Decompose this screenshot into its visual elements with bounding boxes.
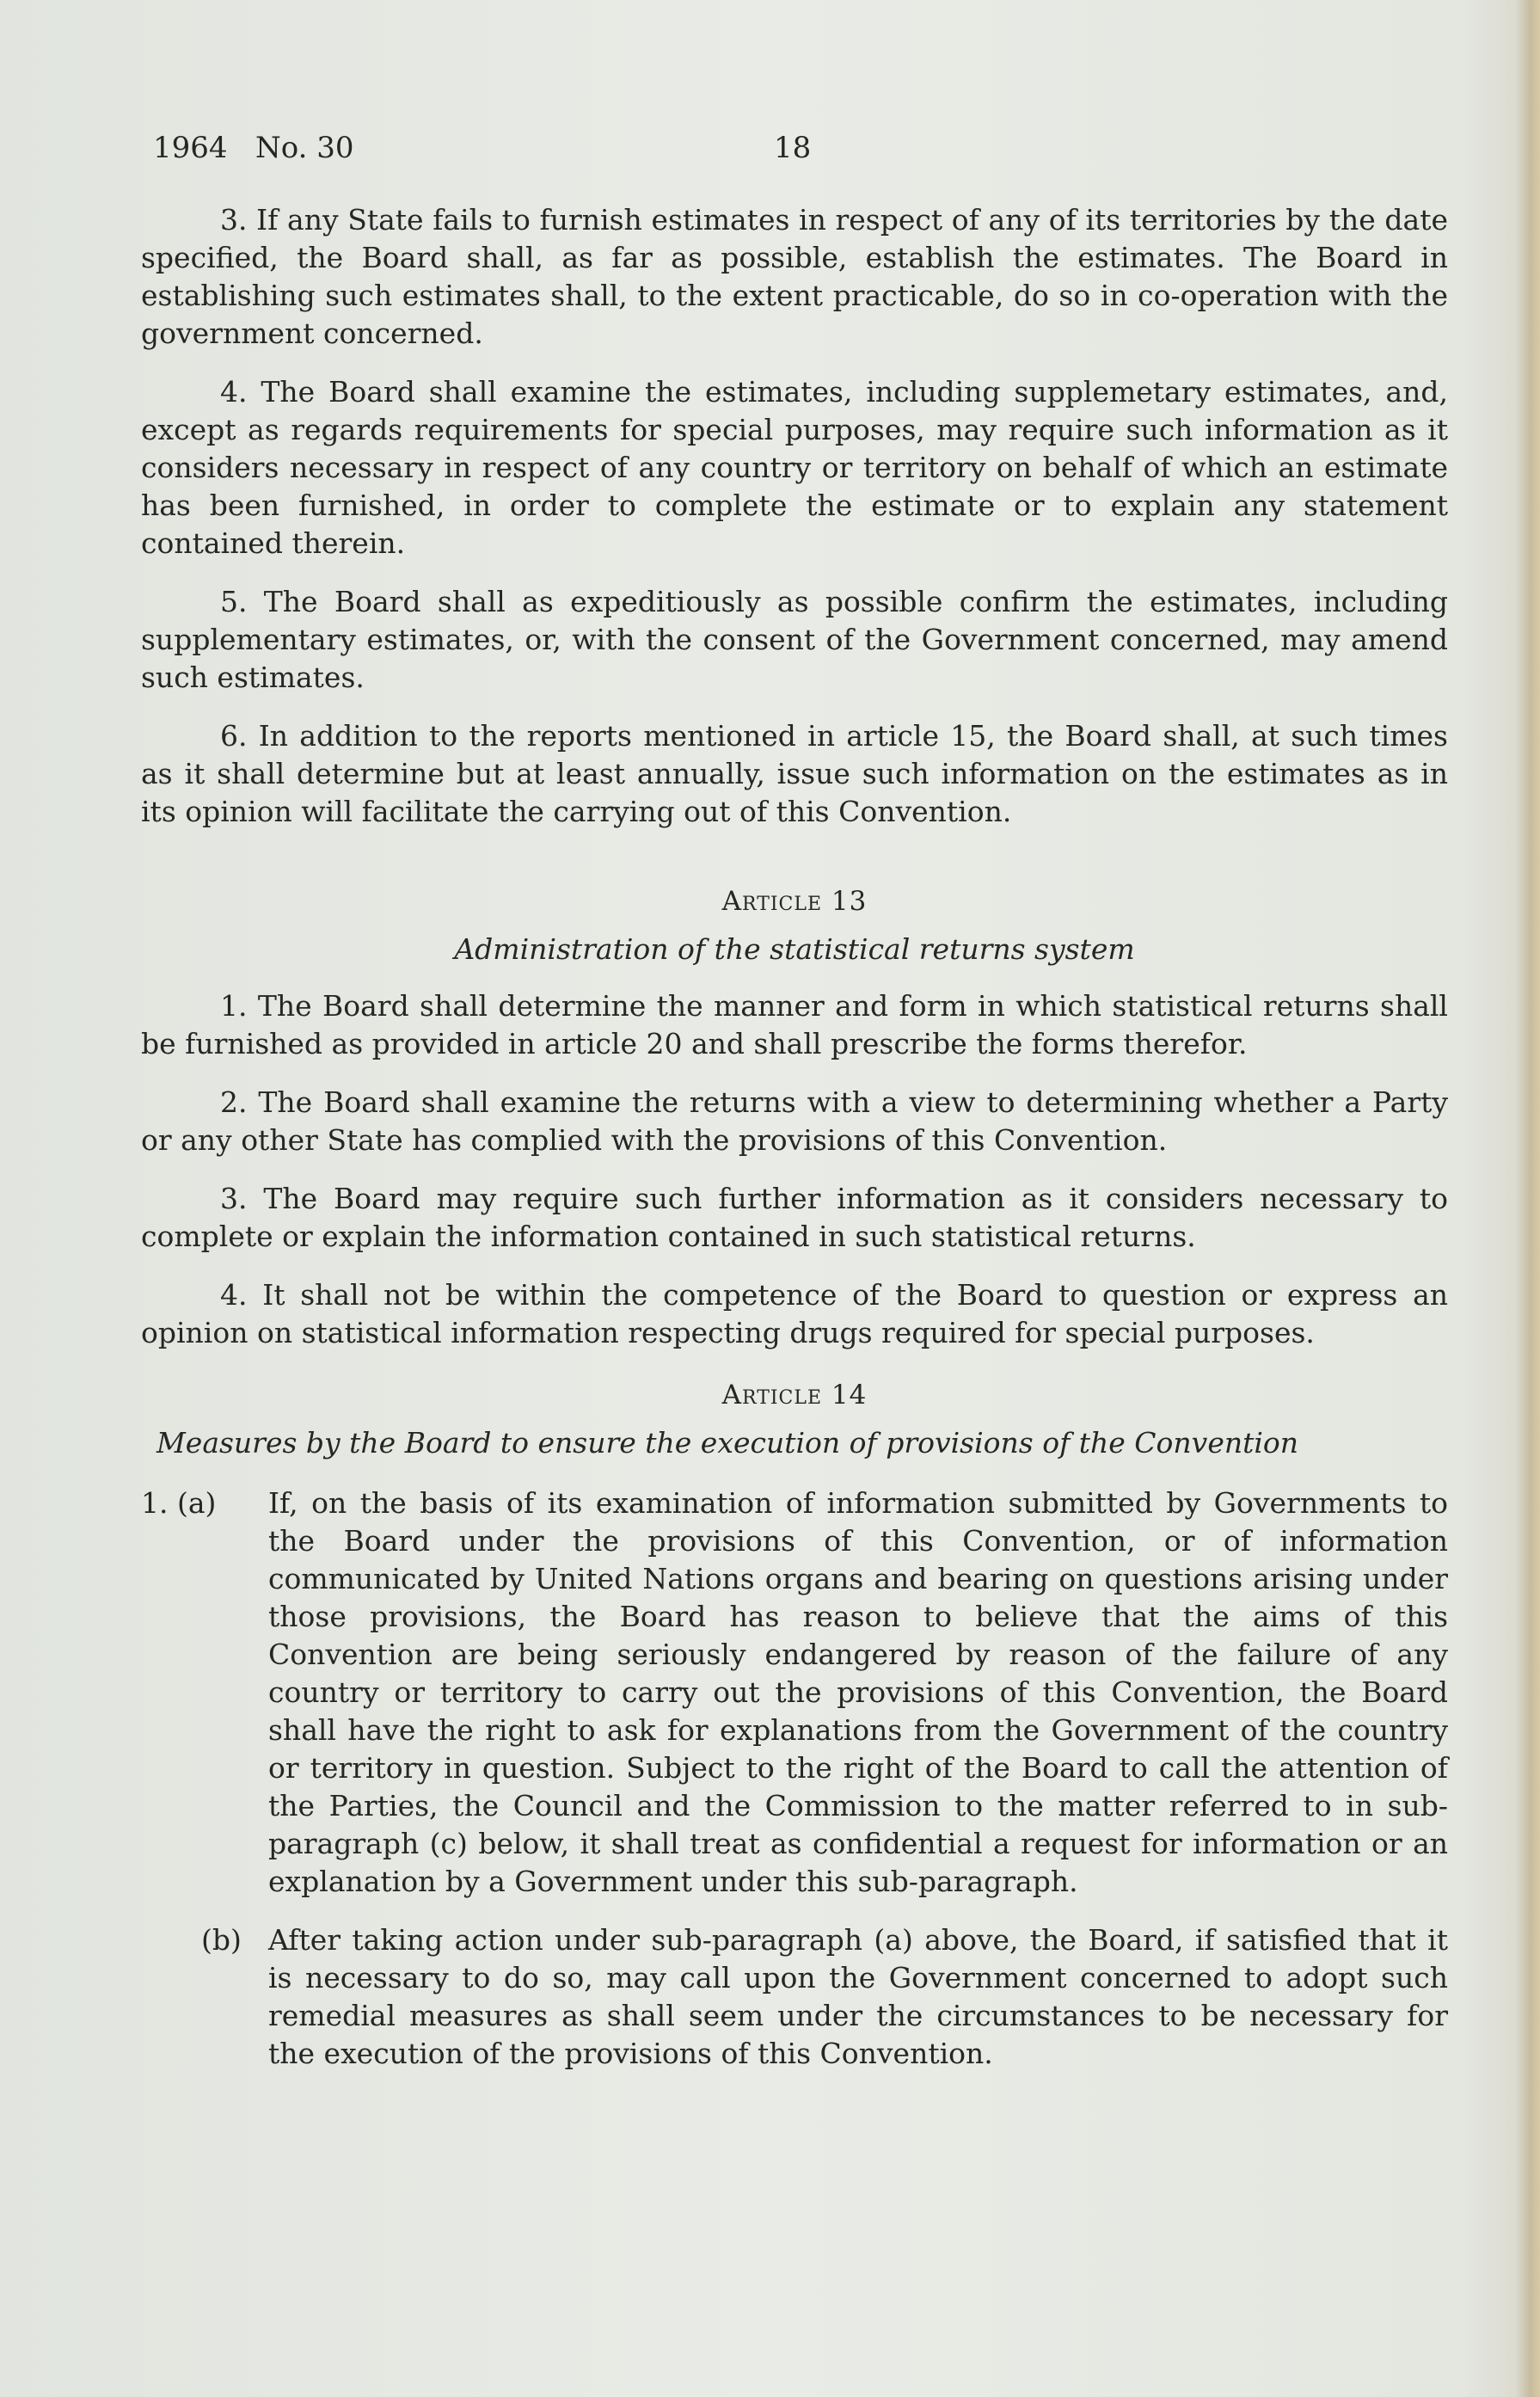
article-14-title: Measures by the Board to ensure the execution of provisions of the Convention — [156, 1426, 1299, 1460]
item-marker: 1. (a) — [141, 1486, 217, 1520]
paragraph: 4. It shall not be within the competence of the Board to question or express an opinion on statistical information respecting drugs required for special purposes. — [141, 1278, 1448, 1349]
series-label: 1964 No. 30 — [153, 131, 354, 165]
page-number: 18 — [774, 131, 812, 165]
paragraph: 1. The Board shall determine the manner and form in which statistical returns shall be furnished as provided in article 20 and shall prescribe the forms therefor. — [141, 989, 1448, 1060]
page-edge-shadow — [1516, 0, 1540, 2397]
paragraph: 6. In addition to the reports mentioned in article 15, the Board shall, at such times as it shall determine but at least annually, issue such information on the estimates as in its opinion will facilitate the carrying out of this Convention. — [141, 719, 1448, 828]
list-item — [141, 1484, 1448, 1901]
article-13-heading: Article 13 — [721, 886, 868, 917]
page-header — [153, 129, 1443, 167]
paragraph: 4. The Board shall examine the estimates, including supplemetary estimates, and, except as regards requirements for special purposes, may require such information as it considers necessary in respect of any country or territory on behalf of which an estimate has been furnished, in order to complete the estimate or to explain any statement contained therein. — [141, 375, 1448, 560]
list-item — [141, 1921, 1448, 2073]
paragraph: 2. The Board shall examine the returns with a view to determining whether a Party or any other State has complied with the provisions of this Convention. — [141, 1085, 1448, 1157]
document-body — [141, 201, 1448, 2093]
paragraph: 3. The Board may require such further information as it considers necessary to complete or explain the information contained in such statistical returns. — [141, 1182, 1448, 1253]
item-text: After taking action under sub-paragraph (a) above, the Board, if satisfied that it is necessary to do so, may call upon the Government concerned to adopt such remedial measures as shall seem under the circumstances to be necessary for the execution of the provisions of this Convention. — [268, 1923, 1448, 2070]
item-marker: (b) — [201, 1923, 242, 1957]
item-text: If, on the basis of its examination of information submitted by Governments to the Board under the provisions of this Convention, or of information communicated by United Nations organs and bearing on questions arising under those provisions, the Board has reason to believe that the aims of this Convention are being seriously endangered by reason of the failure of any country or territory to carry out the provisions of this Convention, the Board shall have the right to ask for explanations from the Government of the country or territory in question. Subject to the right of the Board to call the attention of the Parties, the Council and the Commission to the matter referred to in sub-paragraph (c) below, it shall treat as confidential a request for information or an explanation by a Government under this sub-paragraph. — [268, 1486, 1448, 1898]
paragraph: 3. If any State fails to furnish estimates in respect of any of its territories by the date specified, the Board shall, as far as possible, establish the estimates. The Board in establishing such estimates shall, to the extent practicable, do so in co-operation with the government concerned. — [141, 203, 1448, 350]
article-14-heading: Article 14 — [721, 1380, 868, 1411]
paragraph: 5. The Board shall as expeditiously as possible confirm the estimates, including supplementary estimates, or, with the consent of the Government concerned, may amend such estimates. — [141, 585, 1448, 694]
article-13-title: Administration of the statistical returns system — [454, 932, 1135, 966]
